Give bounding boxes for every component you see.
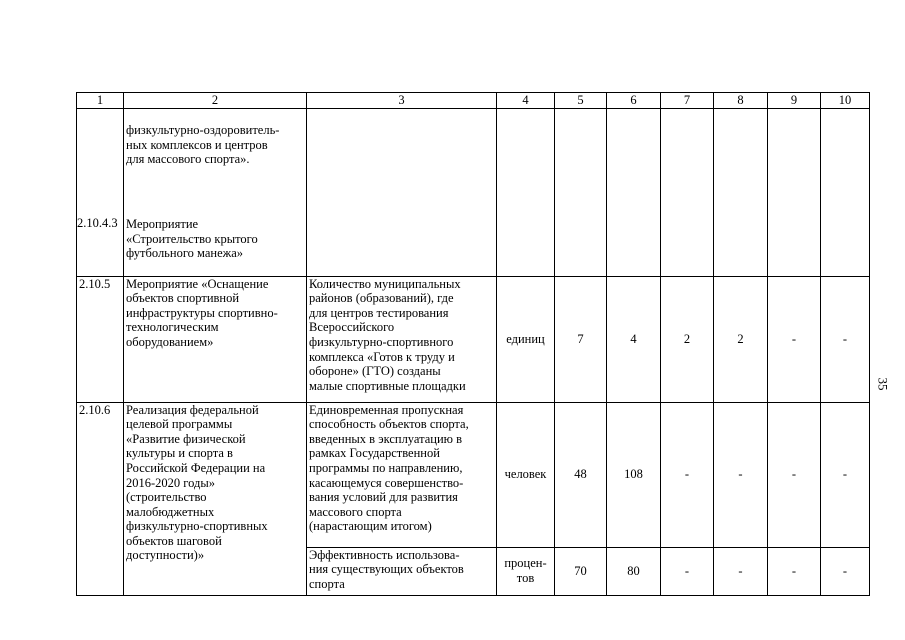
header-cell: 3: [307, 93, 497, 109]
value-cell: -: [821, 276, 870, 402]
value-cell: -: [661, 402, 714, 547]
value-cell: 108: [607, 402, 661, 547]
value-cell: 70: [555, 547, 607, 595]
header-cell: 5: [555, 93, 607, 109]
header-cell: 8: [714, 93, 768, 109]
value-cell: -: [661, 547, 714, 595]
value-cell: -: [821, 402, 870, 547]
unit-cell: единиц: [497, 276, 555, 402]
value-cell: 48: [555, 402, 607, 547]
unit-cell: процен- тов: [497, 547, 555, 595]
indicators-table: [76, 92, 870, 596]
value-cell: 80: [607, 547, 661, 595]
table-row: [77, 402, 870, 547]
indicator-cell: Единовременная пропускная способность объектов спорта, введенных в эксплуатацию в рамках Государственной программы по направлению, касающемуся совершенство- вания условий для развития массового спорта (нарастающим итогом): [307, 402, 497, 547]
event-cell: [124, 108, 307, 276]
page-number: 35: [875, 377, 891, 391]
value-cell: 2: [661, 276, 714, 402]
row-number: 2.10.6: [77, 402, 124, 595]
value-cell: -: [714, 547, 768, 595]
header-cell: 1: [77, 93, 124, 109]
indicator-cell: Количество муниципальных районов (образований), где для центров тестирования Всероссийского физкультурно-спортивного комплекса «Готов к труду и обороне» (ГТО) созданы малые спортивные площадки: [307, 276, 497, 402]
header-cell: 10: [821, 93, 870, 109]
indicator-cell: Эффективность использова- ния существующих объектов спорта: [307, 547, 497, 595]
event-cell: Мероприятие «Оснащение объектов спортивной инфраструктуры спортивно- технологическим оборудованием»: [124, 276, 307, 402]
table-row: [77, 276, 870, 402]
event-cell: Реализация федеральной целевой программы «Развитие физической культуры и спорта в Российской Федерации на 2016-2020 годы» (строительство малобюджетных физкультурно-спортивных объектов шаговой доступности)»: [124, 402, 307, 595]
row-number: 2.10.4.3: [77, 216, 118, 231]
event-text: физкультурно-оздоровитель- ных комплексов и центров для массового спорта».: [126, 123, 280, 167]
row-number: 2.10.5: [77, 276, 124, 402]
row-number-cell: [77, 108, 124, 276]
event-text: Мероприятие «Строительство крытого футбольного манежа»: [126, 217, 258, 261]
value-cell: 2: [714, 276, 768, 402]
header-cell: 7: [661, 93, 714, 109]
header-cell: 6: [607, 93, 661, 109]
value-cell: -: [821, 547, 870, 595]
value-cell: -: [768, 547, 821, 595]
header-cell: 9: [768, 93, 821, 109]
header-cell: 4: [497, 93, 555, 109]
value-cell: -: [768, 276, 821, 402]
value-cell: -: [714, 402, 768, 547]
header-row: [77, 93, 870, 109]
table-row: [77, 108, 870, 276]
value-cell: 7: [555, 276, 607, 402]
value-cell: -: [768, 402, 821, 547]
unit-cell: человек: [497, 402, 555, 547]
value-cell: 4: [607, 276, 661, 402]
header-cell: 2: [124, 93, 307, 109]
